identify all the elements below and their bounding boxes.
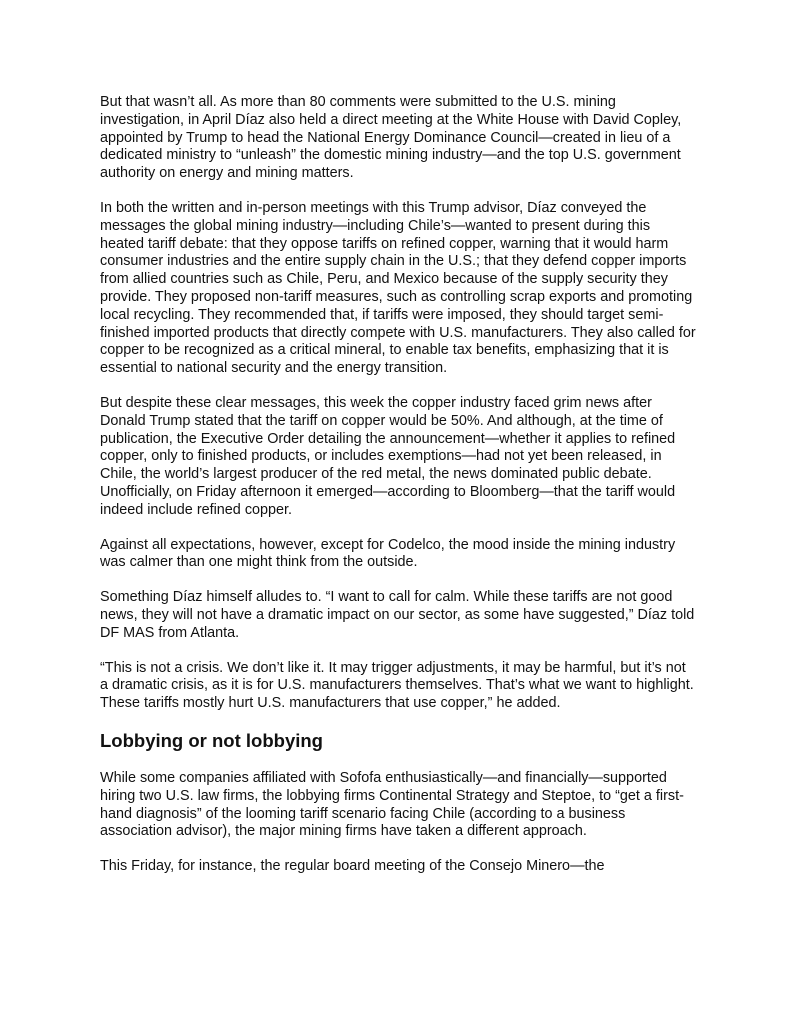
paragraph-not-a-crisis: “This is not a crisis. We don’t like it. It may trigger adjustments, it may be harmful, but it’s not a dramatic crisis, as it is for U.S. manufacturers themselves. That’s what we want to highlight. These tariffs mostly hurt U.S. manufacturers that use copper,” he added. bbox=[100, 659, 694, 712]
paragraph-tariff-news: But despite these clear messages, this week the copper industry faced grim news after Donald Trump stated that the tariff on copper would be 50%. And although, at the time of publication, the Executive Order detailing the announcement—whether it applies to refined copper, only to finished products, or includes exemptions—had not yet been released, in Chile, the world’s largest producer of the red metal, the news dominated public debate. Unofficially, on Friday afternoon it emerged—according to Bloomberg—that the tariff would indeed include refined copper. bbox=[100, 394, 676, 518]
paragraph-advisor-messages: In both the written and in-person meetings with this Trump advisor, Díaz conveyed the messages the global mining industry—including Chile’s—wanted to present during this heated tariff debate: that they oppose tariffs on refined copper, warning that it would harm consumer industries and the entire supply chain in the U.S.; that they defend copper imports from allied countries such as Chile, Peru, and Mexico because of the supply security they provide. They proposed non-tariff measures, such as controlling scrap exports and promoting local recycling. They recommended that, if tariffs were imposed, they should target semi-finished imported products that directly compete with U.S. manufacturers. They also called for copper to be recognized as a critical mineral, to enable tax benefits, emphasizing that it is essential to national security and the energy transition. bbox=[100, 199, 696, 377]
paragraph-industry-mood: Against all expectations, however, except for Codelco, the mood inside the mining industry was calmer than one might think from the outside. bbox=[100, 536, 676, 571]
section-heading: Lobbying or not lobbying bbox=[100, 729, 323, 751]
paragraph-white-house-meeting: But that wasn’t all. As more than 80 comments were submitted to the U.S. mining investigation, in April Díaz also held a direct meeting at the White House with David Copley, appointed by Trump to head the National Energy Dominance Council—created in lieu of a dedicated ministry to “unleash” the domestic mining industry—and the top U.S. government authority on energy and mining matters. bbox=[100, 94, 682, 182]
paragraph-sofofa-lobbying: While some companies affiliated with Sofofa enthusiastically—and financially—supported hiring two U.S. law firms, the lobbying firms Continental Strategy and Steptoe, to “get a first-hand diagnosis” of the looming tariff scenario facing Chile (according to a business association advisor), the major mining firms have taken a different approach. bbox=[100, 769, 684, 840]
paragraph-call-for-calm: Something Díaz himself alludes to. “I want to call for calm. While these tariffs are not good news, they will not have a dramatic impact on our sector, as some have suggested,” Díaz told DF MAS from Atlanta. bbox=[100, 589, 695, 641]
paragraph-consejo-minero: This Friday, for instance, the regular board meeting of the Consejo Minero—the bbox=[100, 858, 605, 875]
document-page bbox=[100, 94, 696, 893]
